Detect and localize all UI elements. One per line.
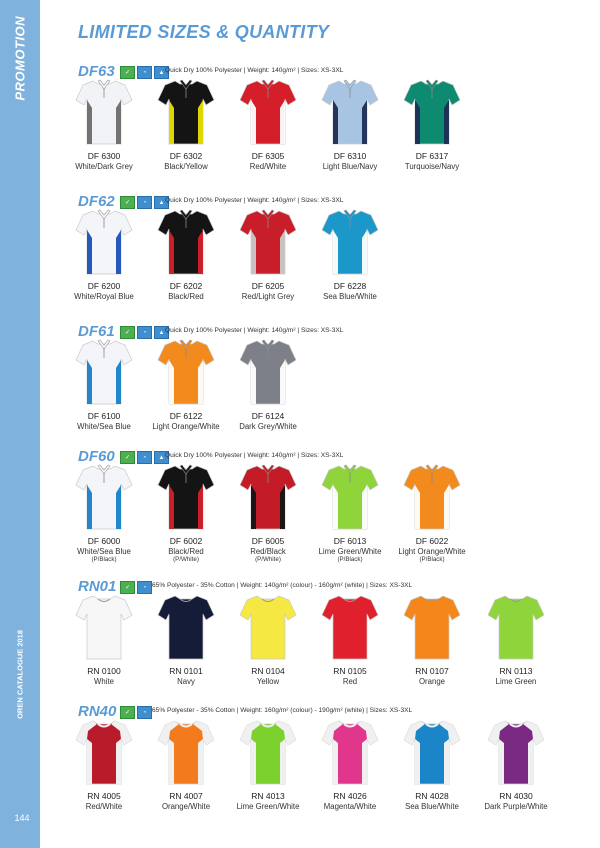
shirt-image xyxy=(321,593,379,661)
shirt-image xyxy=(75,338,133,406)
sidebar-promotion-label: PROMOTION xyxy=(12,16,28,101)
product-color: Dark Purple/White xyxy=(484,802,548,811)
product-color: Turquoise/Navy xyxy=(404,162,460,171)
product-code: RN 0113 xyxy=(499,666,533,676)
shirt-image xyxy=(487,593,545,661)
product-color: Red/Black xyxy=(250,547,286,556)
shirt-image xyxy=(239,338,297,406)
section-df62 xyxy=(74,193,598,301)
page-title: LIMITED SIZES & QUANTITY xyxy=(78,22,330,42)
shirt-image xyxy=(239,718,297,786)
product-code: RN 4013 xyxy=(251,791,285,801)
product-card[interactable] xyxy=(466,718,566,811)
product-code: RN 4030 xyxy=(499,791,533,801)
shirt-image xyxy=(321,78,379,146)
series-code: RN01 xyxy=(78,578,117,595)
breathable-icon: ◔ xyxy=(137,581,152,594)
quick-dry-icon: ✓ xyxy=(120,66,135,79)
shirt-image xyxy=(157,208,215,276)
quick-dry-icon: ✓ xyxy=(120,706,135,719)
shirt-image xyxy=(239,593,297,661)
shirt-image xyxy=(321,718,379,786)
product-code: RN 4007 xyxy=(169,791,203,801)
product-color: Orange xyxy=(418,677,445,686)
shirt-image xyxy=(321,208,379,276)
product-code: DF 6302 xyxy=(169,151,203,161)
shirt-image xyxy=(403,78,461,146)
uv-protection-icon: ▲ xyxy=(154,451,169,464)
product-code: DF 6200 xyxy=(87,281,121,291)
shirt-image xyxy=(157,463,215,531)
product-card[interactable] xyxy=(218,338,318,431)
product-color: Orange/White xyxy=(161,802,211,811)
product-color: Red/White xyxy=(85,802,123,811)
product-code: DF 6022 xyxy=(415,536,449,546)
fabric-spec: Quick Dry 100% Polyester | Weight: 140g/m² | Sizes: XS-3XL xyxy=(165,197,344,204)
series-code: RN40 xyxy=(78,703,117,720)
sidebar-catalogue-label: OREN CATALOGUE 2018 xyxy=(15,630,25,719)
product-code: DF 6305 xyxy=(251,151,285,161)
product-color: White/Sea Blue xyxy=(77,547,131,556)
quick-dry-icon: ✓ xyxy=(120,581,135,594)
product-card[interactable] xyxy=(382,463,482,563)
uv-protection-icon: ▲ xyxy=(154,66,169,79)
product-note: (P/White) xyxy=(173,556,199,563)
product-note: (P/White) xyxy=(255,556,281,563)
shirt-image xyxy=(157,338,215,406)
shirt-image xyxy=(239,78,297,146)
product-color: Red/Light Grey xyxy=(241,292,295,301)
shirt-image xyxy=(157,718,215,786)
section-df61 xyxy=(77,323,598,431)
uv-protection-icon: ▲ xyxy=(154,196,169,209)
page-number: 144 xyxy=(14,813,30,823)
product-code: RN 4005 xyxy=(87,791,121,801)
shirt-image xyxy=(403,463,461,531)
fabric-spec: Quick Dry 100% Polyester | Weight: 140g/m² | Sizes: XS-3XL xyxy=(165,327,344,334)
product-code: RN 0100 xyxy=(87,666,121,676)
series-code: DF61 xyxy=(78,323,115,340)
product-card[interactable] xyxy=(300,208,400,301)
product-color: White/Sea Blue xyxy=(77,422,131,431)
shirt-image xyxy=(157,593,215,661)
shirt-image xyxy=(75,78,133,146)
product-code: DF 6300 xyxy=(87,151,121,161)
product-color: Magenta/White xyxy=(323,802,377,811)
product-color: Light Orange/White xyxy=(152,422,220,431)
product-note: (P/Black) xyxy=(91,556,117,563)
shirt-image xyxy=(239,463,297,531)
shirt-image xyxy=(239,208,297,276)
product-color: Lime Green xyxy=(495,677,537,686)
product-code: RN 0105 xyxy=(333,666,367,676)
product-color: White/Royal Blue xyxy=(74,292,134,301)
product-code: DF 6310 xyxy=(333,151,367,161)
product-color: Sea Blue/White xyxy=(323,292,377,301)
product-code: DF 6000 xyxy=(87,536,121,546)
section-rn40 xyxy=(78,703,598,811)
product-color: Lime Green/White xyxy=(236,802,300,811)
breathable-icon: ◔ xyxy=(137,196,152,209)
fabric-spec: Quick Dry 100% Polyester | Weight: 140g/m² | Sizes: XS-3XL xyxy=(165,67,344,74)
fabric-spec: 65% Polyester - 35% Cotton | Weight: 160g/m² (colour) - 190g/m² (white) | Sizes: XS-3XL xyxy=(152,707,413,714)
section-df60 xyxy=(77,448,598,563)
product-note: (P/Black) xyxy=(337,556,363,563)
product-code: RN 0107 xyxy=(415,666,449,676)
product-code: RN 0104 xyxy=(251,666,285,676)
product-code: DF 6005 xyxy=(251,536,285,546)
product-color: Light Blue/Navy xyxy=(322,162,378,171)
series-code: DF63 xyxy=(78,63,115,80)
quick-dry-icon: ✓ xyxy=(120,451,135,464)
product-color: Black/Red xyxy=(168,292,204,301)
quick-dry-icon: ✓ xyxy=(120,326,135,339)
sidebar xyxy=(0,0,40,848)
product-color: White xyxy=(94,677,114,686)
product-code: DF 6002 xyxy=(169,536,203,546)
section-df63 xyxy=(75,63,598,171)
breathable-icon: ◔ xyxy=(137,326,152,339)
shirt-image xyxy=(403,718,461,786)
section-rn01 xyxy=(78,578,598,686)
breathable-icon: ◔ xyxy=(137,706,152,719)
product-card[interactable] xyxy=(382,78,482,171)
product-code: DF 6317 xyxy=(415,151,449,161)
fabric-spec: 65% Polyester - 35% Cotton | Weight: 140g/m² (colour) - 160g/m² (white) | Sizes: XS-3XL xyxy=(152,582,413,589)
series-code: DF62 xyxy=(78,193,115,210)
shirt-image xyxy=(321,463,379,531)
product-code: RN 4026 xyxy=(333,791,367,801)
product-card[interactable] xyxy=(466,593,566,686)
product-color: Lime Green/White xyxy=(318,547,382,556)
shirt-image xyxy=(75,593,133,661)
shirt-image xyxy=(75,208,133,276)
shirt-image xyxy=(157,78,215,146)
uv-protection-icon: ▲ xyxy=(154,326,169,339)
product-code: DF 6124 xyxy=(251,411,285,421)
product-code: DF 6202 xyxy=(169,281,203,291)
shirt-image xyxy=(75,463,133,531)
product-note: (P/Black) xyxy=(419,556,445,563)
product-color: Yellow xyxy=(256,677,280,686)
product-color: Black/Red xyxy=(168,547,204,556)
product-color: Navy xyxy=(177,677,195,686)
shirt-image xyxy=(75,718,133,786)
product-code: RN 4028 xyxy=(415,791,449,801)
product-code: DF 6013 xyxy=(333,536,367,546)
breathable-icon: ◔ xyxy=(137,66,152,79)
product-color: Red xyxy=(342,677,358,686)
product-code: DF 6228 xyxy=(333,281,367,291)
product-code: DF 6100 xyxy=(87,411,121,421)
shirt-image xyxy=(403,593,461,661)
fabric-spec: Quick Dry 100% Polyester | Weight: 140g/m² | Sizes: XS-3XL xyxy=(165,452,344,459)
product-color: Dark Grey/White xyxy=(239,422,297,431)
product-color: Light Orange/White xyxy=(398,547,466,556)
breathable-icon: ◔ xyxy=(137,451,152,464)
product-code: DF 6122 xyxy=(169,411,203,421)
product-code: RN 0101 xyxy=(169,666,203,676)
quick-dry-icon: ✓ xyxy=(120,196,135,209)
shirt-image xyxy=(487,718,545,786)
product-color: Black/Yellow xyxy=(164,162,208,171)
product-color: Red/White xyxy=(249,162,287,171)
product-code: DF 6205 xyxy=(251,281,285,291)
series-code: DF60 xyxy=(78,448,115,465)
product-color: White/Dark Grey xyxy=(75,162,133,171)
product-color: Sea Blue/White xyxy=(405,802,459,811)
